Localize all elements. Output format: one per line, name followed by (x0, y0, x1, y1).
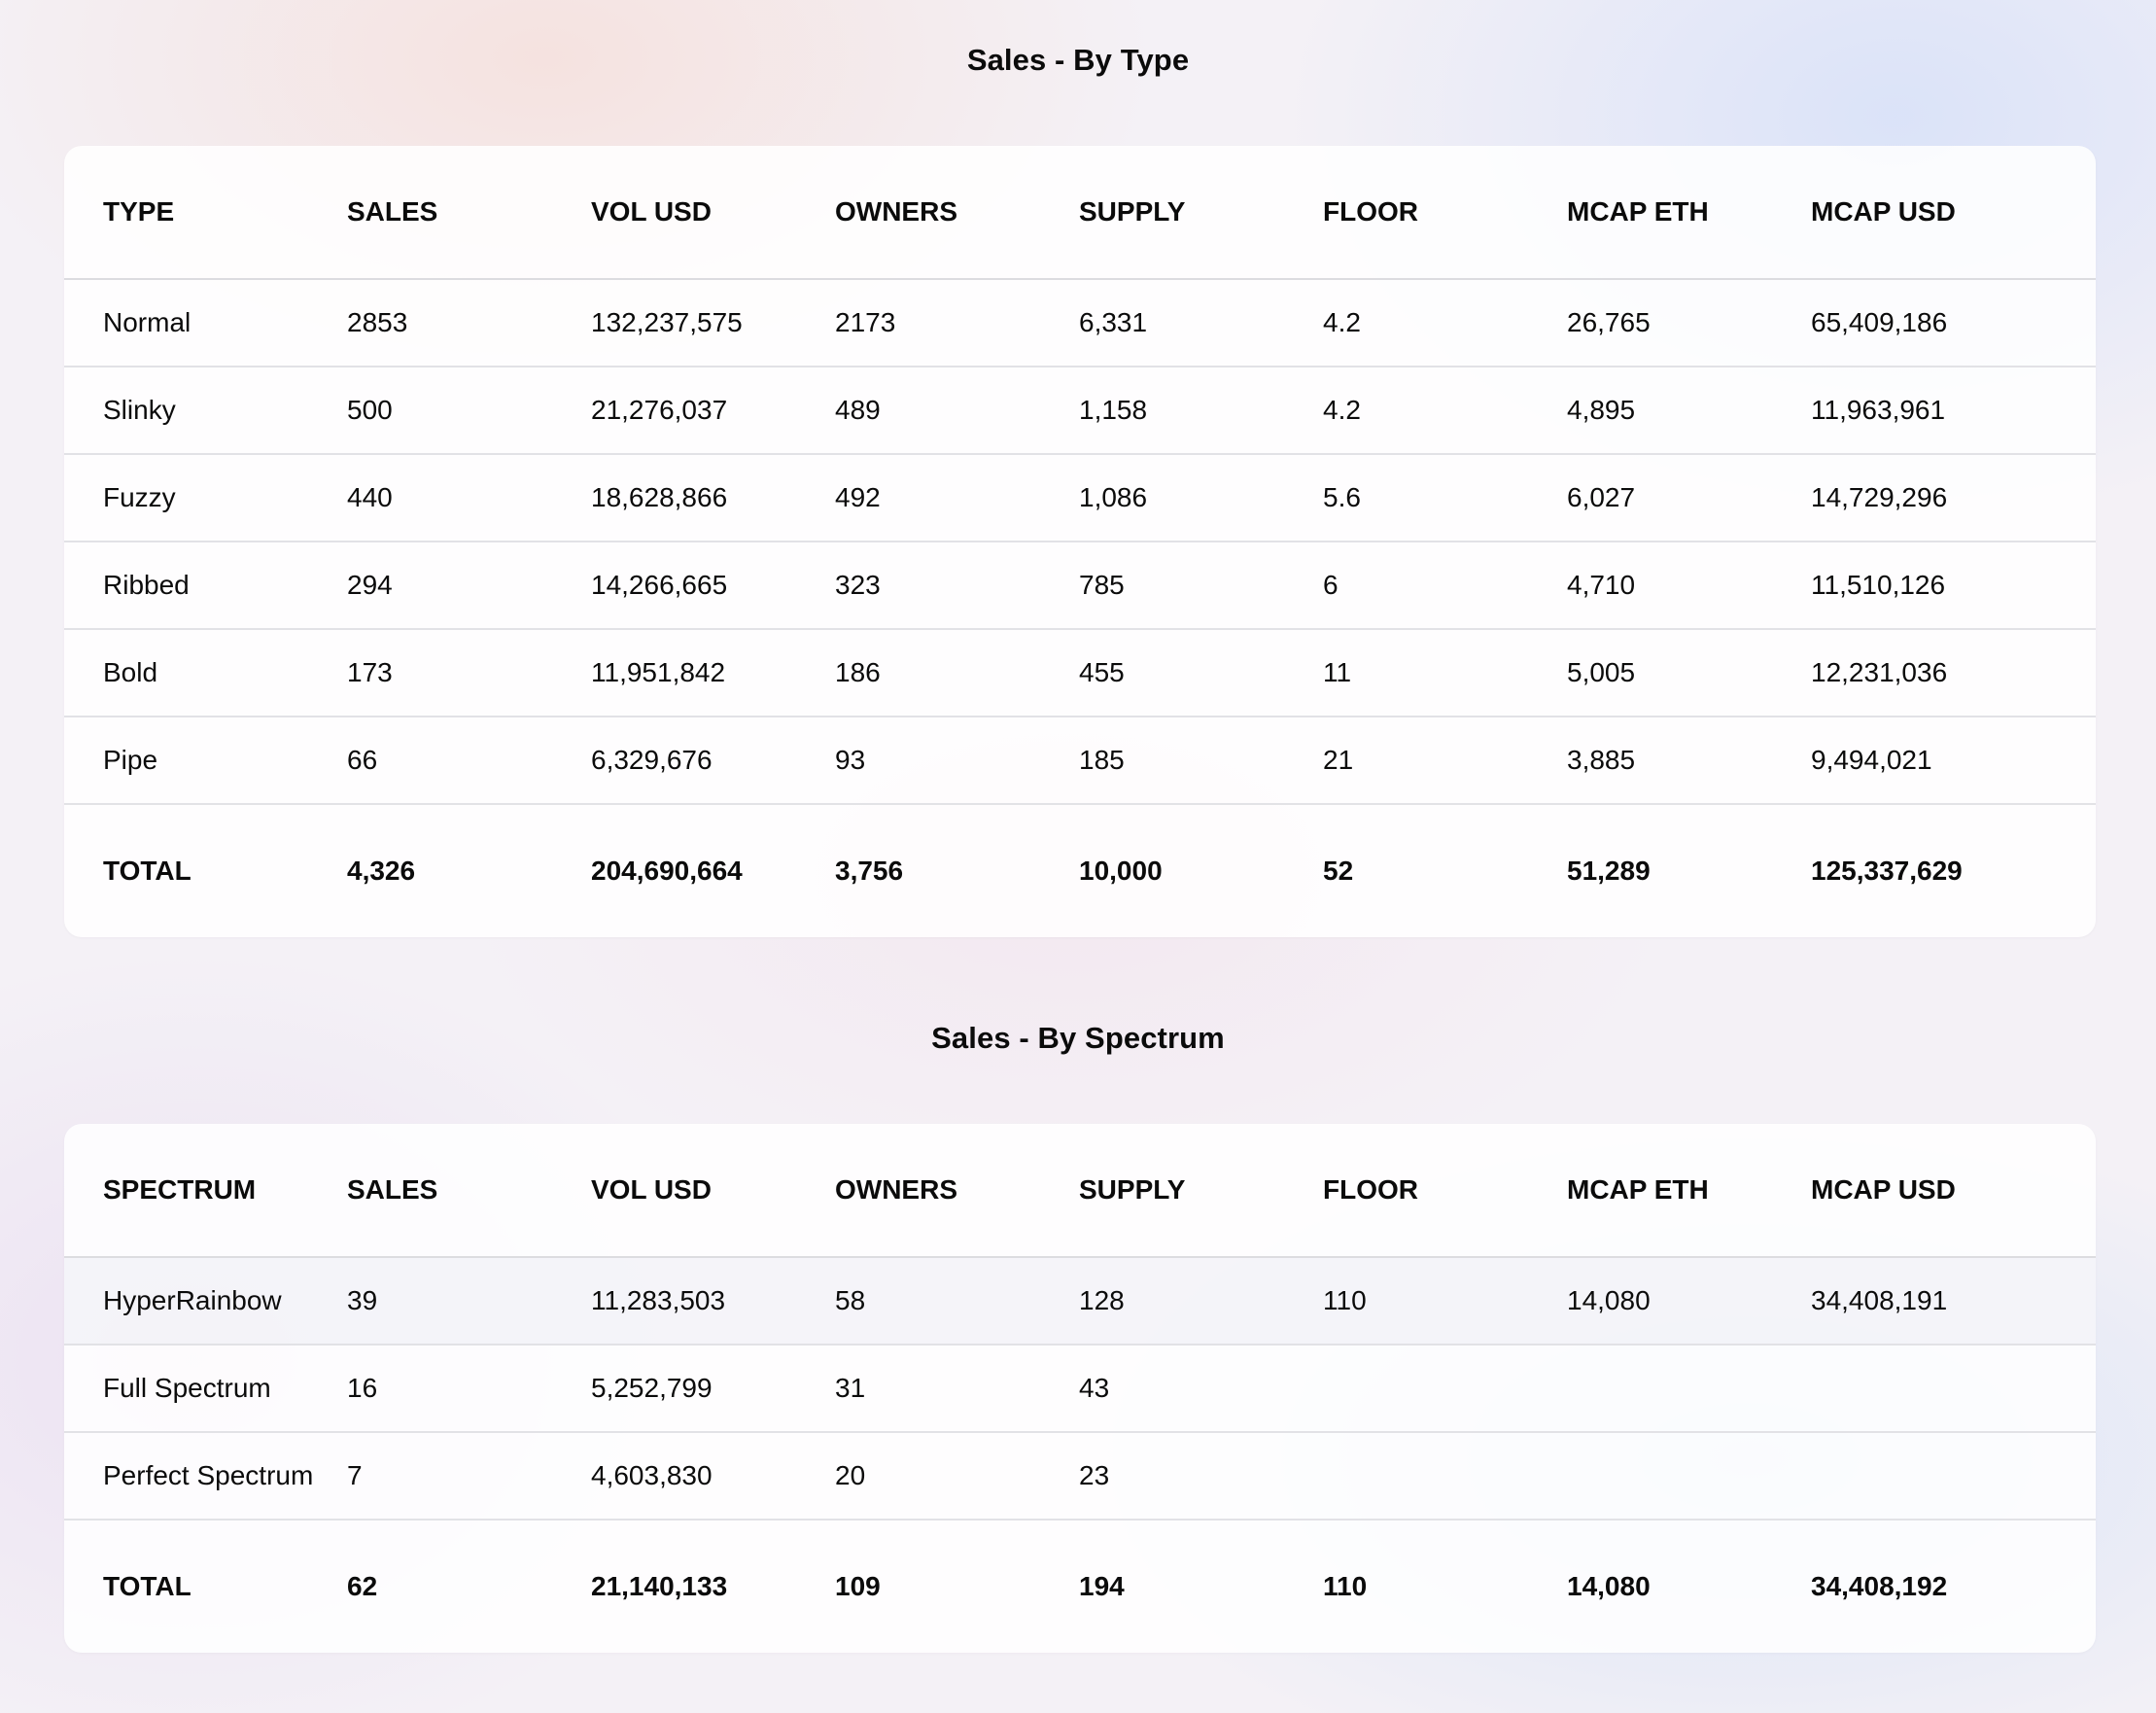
column-header-type[interactable]: TYPE (64, 146, 347, 279)
cell-mcap-eth: 3,885 (1567, 717, 1811, 804)
cell-vol-usd: 4,603,830 (591, 1432, 835, 1520)
cell-name: Full Spectrum (64, 1345, 347, 1432)
cell-sales: 39 (347, 1257, 591, 1345)
cell-name: Ribbed (64, 542, 347, 629)
cell-floor: 110 (1323, 1257, 1567, 1345)
total-supply: 10,000 (1079, 856, 1163, 886)
cell-mcap-usd (1811, 1432, 2096, 1520)
cell-vol-usd: 18,628,866 (591, 454, 835, 542)
cell-mcap-eth (1567, 1345, 1811, 1432)
cell-owners: 323 (835, 542, 1079, 629)
cell-mcap-usd: 9,494,021 (1811, 717, 2096, 804)
table-total-row (64, 804, 2096, 937)
table-row[interactable] (64, 279, 2096, 367)
table-total-row (64, 1520, 2096, 1653)
cell-sales: 16 (347, 1345, 591, 1432)
cell-owners: 2173 (835, 279, 1079, 367)
cell-sales: 66 (347, 717, 591, 804)
cell-owners: 186 (835, 629, 1079, 717)
cell-vol-usd: 14,266,665 (591, 542, 835, 629)
cell-name: HyperRainbow (64, 1257, 347, 1345)
spectrum-sales-table (64, 1124, 2096, 1653)
column-header-sales[interactable]: SALES (347, 146, 591, 279)
total-mcap-eth: 14,080 (1567, 1571, 1651, 1601)
type-sales-table (64, 146, 2096, 937)
table-row[interactable] (64, 454, 2096, 542)
cell-supply: 185 (1079, 717, 1323, 804)
total-owners: 109 (835, 1571, 881, 1601)
column-header-mcap-eth[interactable]: MCAP ETH (1567, 1124, 1811, 1257)
total-mcap-usd: 34,408,192 (1811, 1571, 1948, 1601)
cell-mcap-eth: 5,005 (1567, 629, 1811, 717)
cell-sales: 294 (347, 542, 591, 629)
cell-sales: 500 (347, 367, 591, 454)
cell-mcap-usd: 65,409,186 (1811, 279, 2096, 367)
cell-mcap-eth: 6,027 (1567, 454, 1811, 542)
cell-floor: 4.2 (1323, 367, 1567, 454)
cell-owners: 489 (835, 367, 1079, 454)
total-floor: 110 (1323, 1571, 1368, 1601)
column-header-vol-usd[interactable]: VOL USD (591, 1124, 835, 1257)
column-header-mcap-usd[interactable]: MCAP USD (1811, 146, 2096, 279)
cell-name: Slinky (64, 367, 347, 454)
cell-floor (1323, 1345, 1567, 1432)
column-header-owners[interactable]: OWNERS (835, 146, 1079, 279)
cell-supply: 23 (1079, 1432, 1323, 1520)
cell-floor: 11 (1323, 629, 1567, 717)
table-row[interactable] (64, 1345, 2096, 1432)
cell-mcap-eth: 26,765 (1567, 279, 1811, 367)
cell-sales: 440 (347, 454, 591, 542)
cell-mcap-usd: 12,231,036 (1811, 629, 2096, 717)
total-vol-usd: 204,690,664 (591, 856, 743, 886)
cell-owners: 58 (835, 1257, 1079, 1345)
cell-floor: 4.2 (1323, 279, 1567, 367)
cell-vol-usd: 11,951,842 (591, 629, 835, 717)
column-header-floor[interactable]: FLOOR (1323, 1124, 1567, 1257)
cell-mcap-eth (1567, 1432, 1811, 1520)
table-row[interactable] (64, 629, 2096, 717)
cell-mcap-eth: 14,080 (1567, 1257, 1811, 1345)
column-header-floor[interactable]: FLOOR (1323, 146, 1567, 279)
cell-mcap-eth: 4,710 (1567, 542, 1811, 629)
spectrum-sales-table-card (64, 1124, 2096, 1653)
cell-vol-usd: 132,237,575 (591, 279, 835, 367)
cell-mcap-usd: 11,510,126 (1811, 542, 2096, 629)
total-mcap-eth: 51,289 (1567, 856, 1651, 886)
cell-owners: 492 (835, 454, 1079, 542)
column-header-mcap-eth[interactable]: MCAP ETH (1567, 146, 1811, 279)
total-floor: 52 (1323, 856, 1354, 886)
cell-floor (1323, 1432, 1567, 1520)
cell-supply: 785 (1079, 542, 1323, 629)
cell-name: Perfect Spectrum (64, 1432, 347, 1520)
cell-sales: 2853 (347, 279, 591, 367)
column-header-supply[interactable]: SUPPLY (1079, 146, 1323, 279)
total-label: TOTAL (103, 856, 191, 886)
spectrum-section-title: Sales - By Spectrum (931, 1021, 1225, 1055)
table-header-row (64, 1124, 2096, 1257)
cell-mcap-usd (1811, 1345, 2096, 1432)
total-mcap-usd: 125,337,629 (1811, 856, 1963, 886)
cell-supply: 455 (1079, 629, 1323, 717)
cell-supply: 6,331 (1079, 279, 1323, 367)
cell-floor: 5.6 (1323, 454, 1567, 542)
total-sales: 4,326 (347, 856, 416, 886)
cell-supply: 43 (1079, 1345, 1323, 1432)
total-sales: 62 (347, 1571, 378, 1601)
column-header-sales[interactable]: SALES (347, 1124, 591, 1257)
cell-supply: 128 (1079, 1257, 1323, 1345)
cell-mcap-eth: 4,895 (1567, 367, 1811, 454)
column-header-vol-usd[interactable]: VOL USD (591, 146, 835, 279)
type-sales-table-card (64, 146, 2096, 937)
total-owners: 3,756 (835, 856, 904, 886)
table-row[interactable] (64, 367, 2096, 454)
type-section-title: Sales - By Type (966, 43, 1190, 77)
table-row[interactable] (64, 542, 2096, 629)
total-supply: 194 (1079, 1571, 1125, 1601)
table-header-row (64, 146, 2096, 279)
cell-sales: 173 (347, 629, 591, 717)
cell-mcap-usd: 14,729,296 (1811, 454, 2096, 542)
cell-name: Bold (64, 629, 347, 717)
cell-supply: 1,086 (1079, 454, 1323, 542)
cell-mcap-usd: 11,963,961 (1811, 367, 2096, 454)
total-label: TOTAL (103, 1571, 191, 1601)
cell-owners: 93 (835, 717, 1079, 804)
column-header-owners[interactable]: OWNERS (835, 1124, 1079, 1257)
column-header-supply[interactable]: SUPPLY (1079, 1124, 1323, 1257)
cell-supply: 1,158 (1079, 367, 1323, 454)
cell-sales: 7 (347, 1432, 591, 1520)
cell-name: Fuzzy (64, 454, 347, 542)
column-header-spectrum[interactable]: SPECTRUM (64, 1124, 347, 1257)
cell-owners: 20 (835, 1432, 1079, 1520)
cell-mcap-usd: 34,408,191 (1811, 1257, 2096, 1345)
cell-name: Normal (64, 279, 347, 367)
table-row[interactable] (64, 717, 2096, 804)
table-row[interactable] (64, 1432, 2096, 1520)
column-header-mcap-usd[interactable]: MCAP USD (1811, 1124, 2096, 1257)
total-vol-usd: 21,140,133 (591, 1571, 728, 1601)
cell-vol-usd: 6,329,676 (591, 717, 835, 804)
cell-owners: 31 (835, 1345, 1079, 1432)
table-row[interactable] (64, 1257, 2096, 1345)
cell-vol-usd: 11,283,503 (591, 1257, 835, 1345)
cell-vol-usd: 5,252,799 (591, 1345, 835, 1432)
cell-name: Pipe (64, 717, 347, 804)
cell-floor: 21 (1323, 717, 1567, 804)
cell-vol-usd: 21,276,037 (591, 367, 835, 454)
cell-floor: 6 (1323, 542, 1567, 629)
